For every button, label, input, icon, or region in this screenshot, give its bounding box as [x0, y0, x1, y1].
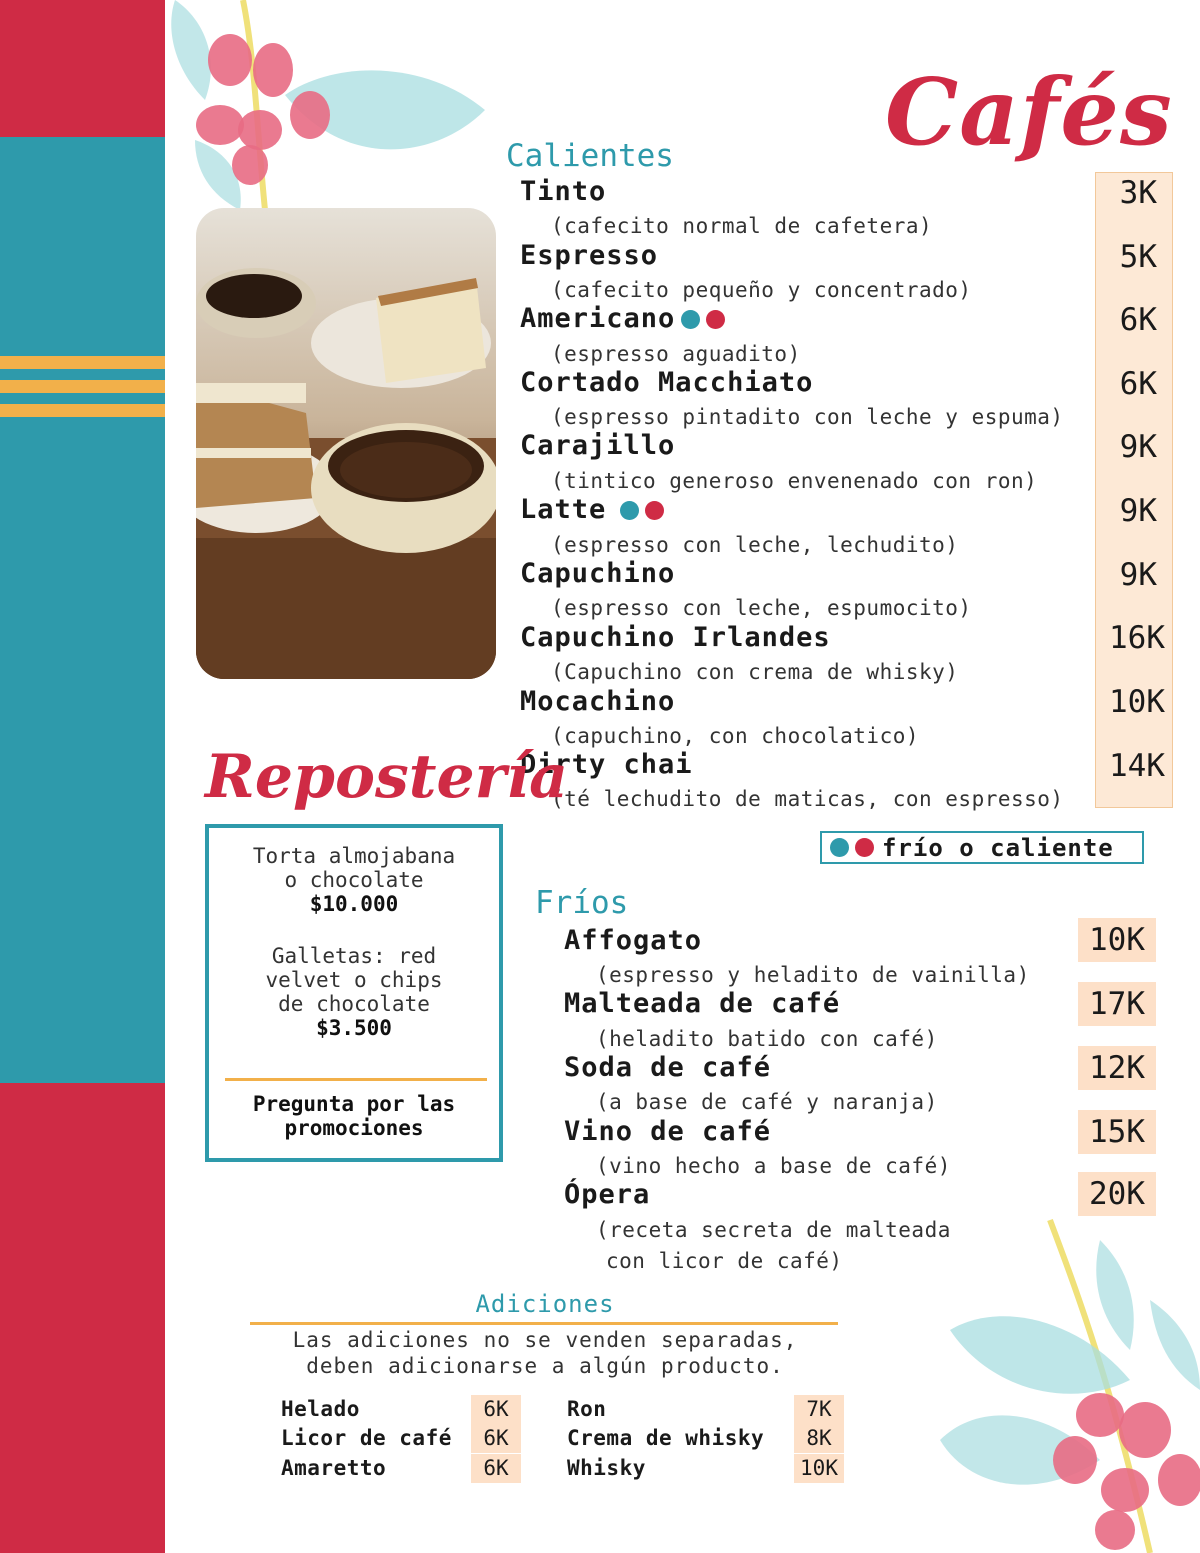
menu-item-desc: (cafecito normal de cafetera) — [551, 214, 933, 238]
menu-item-price: 17K — [1078, 982, 1156, 1026]
legend-label: frío o caliente — [882, 833, 1114, 862]
addition-price: 6K — [471, 1424, 521, 1453]
menu-item-price: 12K — [1078, 1046, 1156, 1090]
stripe-red-top — [0, 0, 165, 137]
menu-item-price: 3K — [1119, 175, 1157, 211]
menu-item-name — [520, 494, 664, 525]
hot-indicator-dot — [645, 501, 664, 520]
menu-item-desc: (té lechudito de maticas, con espresso) — [551, 787, 1064, 811]
menu-item-name: Malteada de café — [564, 988, 841, 1019]
coffee-and-cake-photo — [196, 208, 496, 679]
menu-item-price: 10K — [1078, 918, 1156, 962]
menu-item-name: Dirty chai — [520, 749, 693, 780]
pastry-cookies-price: $3.500 — [316, 1016, 392, 1040]
menu-item-name: Capuchino — [520, 558, 676, 589]
menu-item-price: 9K — [1119, 557, 1157, 593]
menu-item-name: Affogato — [564, 925, 703, 956]
promo-text: promociones — [284, 1116, 424, 1140]
box-divider — [225, 1078, 487, 1081]
menu-item-price: 6K — [1119, 302, 1157, 338]
menu-item-name-text: Latte — [520, 494, 607, 525]
menu-item-price: 9K — [1119, 493, 1157, 529]
menu-item-name-text: Americano — [520, 303, 676, 334]
menu-item-name: Tinto — [520, 176, 607, 207]
menu-item-name: Mocachino — [520, 686, 676, 717]
cold-indicator-dot — [620, 501, 639, 520]
menu-item-price: 5K — [1119, 239, 1157, 275]
menu-item-price: 9K — [1119, 429, 1157, 465]
hot-indicator-dot — [855, 838, 874, 857]
menu-item-desc: (Capuchino con crema de whisky) — [551, 660, 959, 684]
menu-item-name — [520, 303, 725, 334]
additions-divider — [250, 1322, 838, 1325]
addition-price: 6K — [471, 1454, 521, 1483]
stripe-teal — [0, 137, 165, 1083]
additions-note: deben adicionarse a algún producto. — [306, 1354, 784, 1378]
menu-item-name: Cortado Macchiato — [520, 367, 814, 398]
menu-item-price: 10K — [1109, 684, 1165, 720]
page-title: Cafés — [885, 58, 1173, 166]
menu-item-name: Capuchino Irlandes — [520, 622, 831, 653]
pastry-cake-price: $10.000 — [309, 892, 399, 916]
menu-item-desc: con licor de café) — [606, 1249, 843, 1273]
menu-item-price: 15K — [1078, 1110, 1156, 1154]
menu-item-desc: (vino hecho a base de café) — [596, 1154, 951, 1178]
stripe-orange-line — [0, 404, 165, 417]
promo-text: Pregunta por las — [252, 1092, 456, 1116]
addition-price: 6K — [471, 1395, 521, 1424]
temperature-legend — [820, 831, 1144, 864]
menu-item-desc: (heladito batido con café) — [596, 1027, 938, 1051]
pastry-cookies-line: Galletas: red — [271, 944, 437, 968]
menu-item-name: Vino de café — [564, 1116, 772, 1147]
menu-item-price: 14K — [1109, 748, 1165, 784]
addition-name: Amaretto — [281, 1456, 387, 1480]
menu-item-price: 6K — [1119, 366, 1157, 402]
menu-item-desc: (cafecito pequeño y concentrado) — [551, 278, 972, 302]
menu-item-desc: (tintico generoso envenenado con ron) — [551, 469, 1038, 493]
addition-name: Helado — [281, 1397, 360, 1421]
hot-indicator-dot — [706, 310, 725, 329]
cold-indicator-dot — [681, 310, 700, 329]
section-heading-hot: Calientes — [506, 138, 674, 174]
addition-name: Crema de whisky — [567, 1426, 765, 1450]
pastry-cake-line: o chocolate — [284, 868, 424, 892]
section-heading-cold: Fríos — [535, 885, 629, 921]
menu-item-name: Ópera — [564, 1179, 651, 1210]
stripe-red-bottom — [0, 1083, 165, 1553]
menu-item-price: 20K — [1078, 1172, 1156, 1216]
cold-indicator-dot — [830, 838, 849, 857]
menu-item-name: Soda de café — [564, 1052, 772, 1083]
menu-item-desc: (capuchino, con chocolatico) — [551, 724, 920, 748]
menu-item-desc: (espresso con leche, espumocito) — [551, 596, 972, 620]
pastry-cookies-line: velvet o chips — [265, 968, 443, 992]
pastry-box — [205, 824, 503, 1162]
menu-item-desc: (espresso y heladito de vainilla) — [596, 963, 1030, 987]
pastry-cookies-line: de chocolate — [278, 992, 430, 1016]
menu-item-desc: (espresso aguadito) — [551, 342, 801, 366]
menu-item-name: Espresso — [520, 240, 659, 271]
menu-item-name: Carajillo — [520, 430, 676, 461]
additions-heading: Adiciones — [475, 1290, 615, 1318]
menu-item-desc: (receta secreta de malteada — [596, 1218, 951, 1242]
menu-item-desc: (espresso con leche, lechudito) — [551, 533, 959, 557]
menu-item-desc: (espresso pintadito con leche y espuma) — [551, 405, 1064, 429]
addition-price: 8K — [794, 1424, 844, 1453]
stripe-orange-line — [0, 380, 165, 393]
addition-price: 7K — [794, 1395, 844, 1424]
pastry-cake-line: Torta almojabana — [252, 844, 456, 868]
addition-price: 10K — [794, 1454, 844, 1483]
addition-name: Ron — [567, 1397, 607, 1421]
additions-note: Las adiciones no se venden separadas, — [292, 1328, 798, 1352]
addition-name: Whisky — [567, 1456, 646, 1480]
stripe-orange-line — [0, 356, 165, 369]
coffee-branch-decoration-top — [165, 0, 495, 215]
menu-item-desc: (a base de café y naranja) — [596, 1090, 938, 1114]
menu-item-price: 16K — [1109, 620, 1165, 656]
addition-name: Licor de café — [281, 1426, 452, 1450]
pastry-title: Repostería — [205, 742, 568, 812]
